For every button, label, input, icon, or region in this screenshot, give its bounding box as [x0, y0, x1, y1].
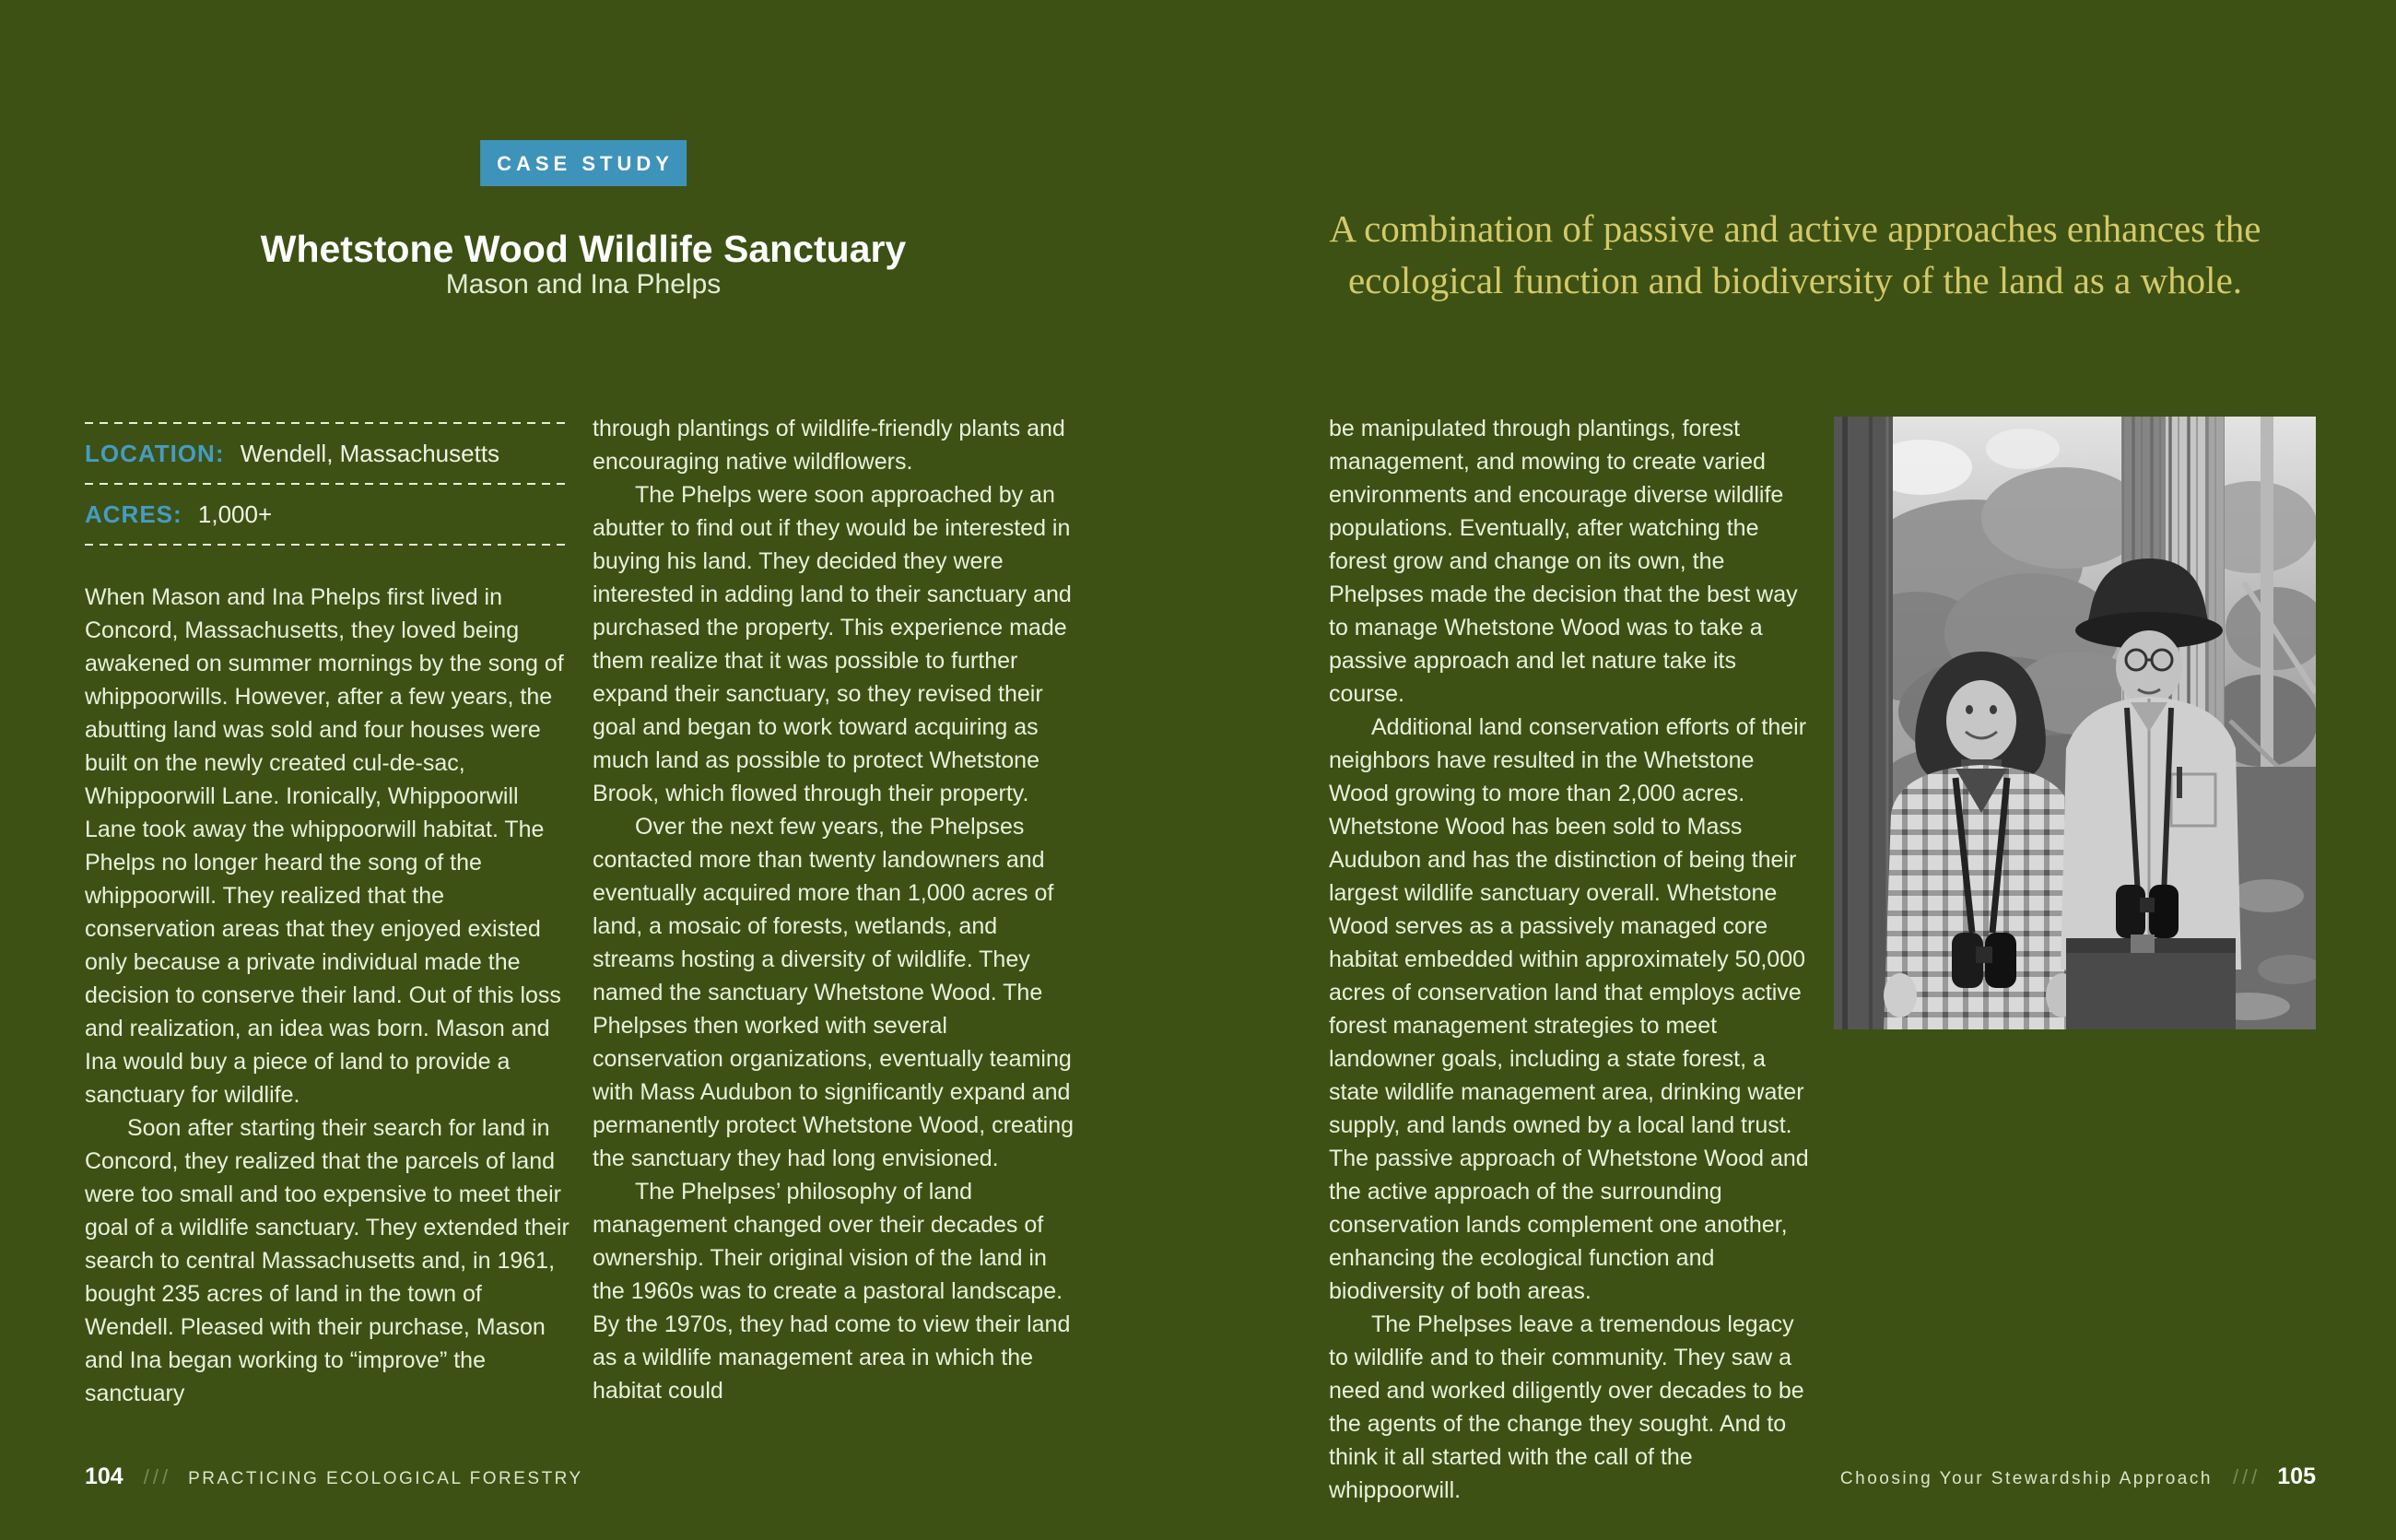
footer-chapter-title: Choosing Your Stewardship Approach [1839, 1469, 2213, 1488]
location-value: Wendell, Massachusetts [240, 440, 500, 467]
acres-value: 1,000+ [197, 500, 273, 528]
footer-right [1840, 1464, 2316, 1490]
page-title: Whetstone Wood Wildlife Sanctuary [260, 228, 907, 271]
page-right [1198, 0, 2396, 1540]
face [1946, 680, 2016, 761]
location-label: LOCATION: [85, 440, 225, 467]
page-number: 104 [85, 1464, 123, 1489]
paragraph: The Phelpses’ philosophy of land management changed over their decades of ownership. Their original vision of the land in the 1960s was to create a pastoral landscape. By the 1970s, they had come to view their land as a wildlife management area in which the habitat could [593, 1179, 1071, 1404]
acres-row [85, 485, 570, 544]
page-subtitle: Mason and Ina Phelps [445, 269, 722, 300]
pen [2177, 767, 2182, 798]
triple-slash-separator: /// [2232, 1465, 2261, 1488]
hand [1884, 973, 1917, 1017]
body-column-1 [85, 581, 570, 1410]
paragraph: Over the next few years, the Phelpses contacted more than twenty landowners and eventually acquired more than 1,000 acres of land, a mosaic of forests, wetlands, and streams hosting a diversity of wildlife. They named the sanctuary Whetstone Wood. The Phelpses then worked with several conservation organizations, eventually teaming with Mass Audubon to significantly expand and permanently protect Whetstone Wood, creating the sanctuary they had long envisioned. [593, 814, 1075, 1171]
triple-slash-separator: /// [143, 1465, 172, 1488]
case-study-badge: CASE STUDY [480, 140, 687, 186]
page-number: 105 [2277, 1464, 2316, 1489]
location-row [85, 424, 570, 483]
tree-trunk-left [1834, 417, 1893, 1029]
mason-phelps-figure [2061, 558, 2241, 1029]
paragraph: Additional land conservation efforts of their neighbors have resulted in the Whetstone Wood growing to more than 2,000 acres. Whetstone Wood has been sold to Mass Audubon and has the distinction of being their largest wildlife sanctuary overall. Whetstone Wood serves as a passively managed core habitat embedded within approximately 50,000 acres of conservation land that employs active forest management strategies to meet landowner goals, including a state forest, a state wildlife management area, drinking water supply, and lands owned by a local land trust. The passive approach of Whetstone Wood and the active approach of the surrounding conservation lands complement one another, enhancing the ecological function and biodiversity of both areas. [1329, 714, 1809, 1304]
info-block [85, 422, 570, 546]
pants [2066, 953, 2236, 1029]
acres-label: ACRES: [85, 500, 182, 528]
body-column-2 [593, 412, 1078, 1407]
body-column-3 [1329, 412, 1815, 1507]
footer-section-title: PRACTICING ECOLOGICAL FORESTRY [188, 1469, 583, 1488]
phelps-photo [1834, 417, 2316, 1029]
paragraph: Soon after starting their search for land in Concord, they realized that the parcels of land were too small and too expensive to meet their goal of a wildlife sanctuary. They extended their search to central Massachusetts and, in 1961, bought 235 acres of land in the town of Wendell. Pleased with their purchase, Mason and Ina began working to “improve” the sanctuary [85, 1115, 570, 1406]
paragraph: through plantings of wildlife-friendly plants and encouraging native wildflowers. [593, 416, 1065, 475]
paragraph: When Mason and Ina Phelps first lived in Concord, Massachusetts, they loved being awakened on summer mornings by the song of whippoorwills. However, after a few years, the abutting land was sold and four houses were built on the newly created cul-de-sac, Whippoorwill Lane. Ironically, Whippoorwill Lane took away the whippoorwill habitat. The Phelps no longer heard the song of the whippoorwill. They realized that the conservation areas that they enjoyed existed only because a private individual made the decision to conserve their land. Out of this loss and realization, an idea was born. Mason and Ina would buy a piece of land to provide a sanctuary for wildlife. [85, 584, 564, 1108]
paragraph: be manipulated through plantings, forest management, and mowing to create varied environments and encourage diverse wildlife populations. Eventually, after watching the forest grow and change on its own, the Phelpses made the decision that the best way to manage Whetstone Wood was to take a passive approach and let nature take its course. [1329, 416, 1798, 707]
dashed-divider [85, 544, 570, 546]
paragraph: The Phelps were soon approached by an abutter to find out if they would be interested in buying his land. They decided they were interested in adding land to their sanctuary and purchased the property. This experience made them realize that it was possible to further expand their sanctuary, so they revised their goal and began to work toward acquiring as much land as possible to protect Whetstone Brook, which flowed through their property. [593, 482, 1072, 806]
paragraph: The Phelpses leave a tremendous legacy to wildlife and to their community. They saw a need and worked diligently over decades to be the agents of the change they sought. And to think it all started with the call of the whippoorwill. [1329, 1311, 1804, 1503]
pull-quote: A combination of passive and active approaches enhances the ecological function and biodiversity of the land as a whole. [1329, 207, 2261, 301]
footer-left [85, 1464, 583, 1490]
